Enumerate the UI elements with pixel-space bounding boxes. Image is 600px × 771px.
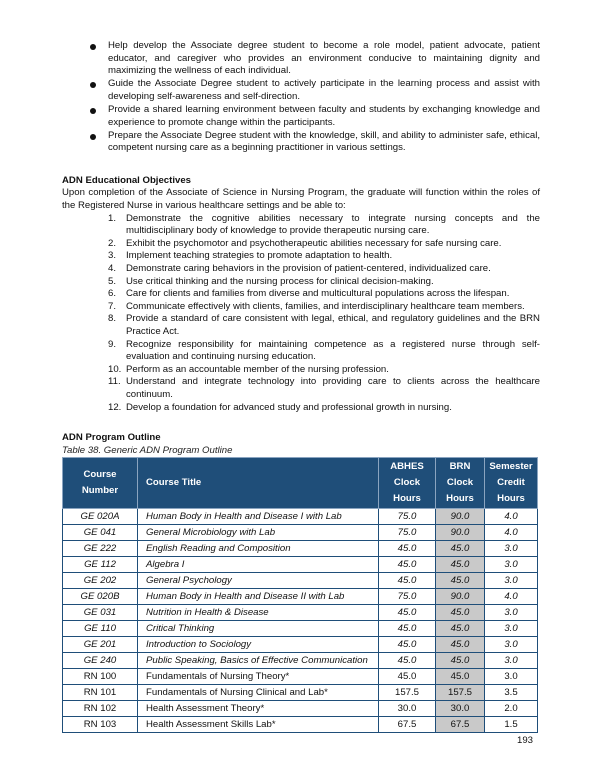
objective-text: Understand and integrate technology into providing care to clients across the healthcare continuum. — [126, 376, 540, 400]
table-row — [63, 685, 538, 701]
cell-abhes-hours: 45.0 — [379, 605, 436, 621]
document-page — [62, 40, 540, 733]
table-row — [63, 669, 538, 685]
cell-abhes-hours: 30.0 — [379, 701, 436, 717]
table-row — [63, 701, 538, 717]
header-abhes-hours: ABHES Clock Hours — [379, 458, 436, 509]
objective-item — [108, 263, 540, 276]
objective-text: Develop a foundation for advanced study and professional growth in nursing. — [126, 401, 452, 413]
objective-item — [108, 376, 540, 401]
cell-course-number: GE 020B — [63, 589, 138, 605]
header-course-number: Course Number — [63, 458, 138, 509]
objective-number: 2. — [108, 237, 117, 249]
cell-credit-hours: 3.0 — [485, 573, 538, 589]
objective-text: Communicate effectively with clients, families, and interdisciplinary healthcare team members. — [126, 300, 525, 312]
cell-course-number: GE 020A — [63, 509, 138, 525]
cell-abhes-hours: 75.0 — [379, 589, 436, 605]
objective-item — [108, 250, 540, 263]
bullet-icon — [90, 108, 96, 114]
cell-course-title: Introduction to Sociology — [138, 637, 379, 653]
cell-credit-hours: 3.0 — [485, 653, 538, 669]
table-row — [63, 557, 538, 573]
cell-course-title: General Microbiology with Lab — [138, 525, 379, 541]
table-row — [63, 541, 538, 557]
bullet-icon — [90, 44, 96, 50]
table-caption: Table 38. Generic ADN Program Outline — [62, 444, 233, 456]
objective-text: Provide a standard of care consistent with legal, ethical, and regulatory guidelines and the BRN Practice Act. — [126, 313, 540, 337]
cell-course-number: GE 031 — [63, 605, 138, 621]
cell-brn-hours: 45.0 — [436, 605, 485, 621]
cell-course-title: Public Speaking, Basics of Effective Communication — [138, 653, 379, 669]
objective-number: 11. — [108, 376, 121, 388]
objective-number: 12. — [108, 401, 122, 413]
cell-credit-hours: 3.0 — [485, 541, 538, 557]
cell-credit-hours: 3.0 — [485, 605, 538, 621]
cell-brn-hours: 45.0 — [436, 669, 485, 685]
bullet-item: Prepare the Associate Degree student with the knowledge, skill, and ability to administer safe, ethical, competent nursing care as a beginning practitioner in various settings. — [90, 130, 540, 155]
cell-course-number: GE 110 — [63, 621, 138, 637]
cell-abhes-hours: 75.0 — [379, 509, 436, 525]
cell-course-number: GE 222 — [63, 541, 138, 557]
cell-course-title: Critical Thinking — [138, 621, 379, 637]
cell-credit-hours: 3.0 — [485, 557, 538, 573]
table-row — [63, 621, 538, 637]
cell-course-title: Human Body in Health and Disease II with Lab — [138, 589, 379, 605]
cell-brn-hours: 30.0 — [436, 701, 485, 717]
goals-bullet-list — [62, 40, 540, 155]
cell-course-number: RN 101 — [63, 685, 138, 701]
cell-course-number: RN 100 — [63, 669, 138, 685]
bullet-item: Help develop the Associate degree student to become a role model, patient advocate, patient educator, and caregiver who provides an environment conducive to maintaining dignity and maximizing the wellness of each individual. — [90, 40, 540, 78]
objective-text: Implement teaching strategies to promote adaptation to health. — [126, 250, 393, 262]
objective-item — [108, 313, 540, 338]
objectives-heading: ADN Educational Objectives — [62, 174, 192, 186]
objective-item — [108, 301, 540, 314]
table-row — [63, 653, 538, 669]
objective-number: 4. — [108, 263, 117, 274]
cell-brn-hours: 45.0 — [436, 557, 485, 573]
cell-brn-hours: 90.0 — [436, 509, 485, 525]
cell-credit-hours: 3.0 — [485, 637, 538, 653]
cell-course-number: GE 112 — [63, 557, 138, 573]
cell-credit-hours: 3.5 — [485, 685, 538, 701]
table-row — [63, 589, 538, 605]
cell-course-title: General Psychology — [138, 573, 379, 589]
objective-number: 9. — [108, 338, 117, 350]
cell-brn-hours: 90.0 — [436, 589, 485, 605]
cell-course-number: GE 202 — [63, 573, 138, 589]
cell-abhes-hours: 75.0 — [379, 525, 436, 541]
cell-brn-hours: 45.0 — [436, 621, 485, 637]
cell-brn-hours: 45.0 — [436, 637, 485, 653]
cell-abhes-hours: 45.0 — [379, 541, 436, 557]
objective-number: 1. — [108, 212, 117, 224]
objective-item — [108, 213, 540, 238]
cell-course-title: Algebra I — [138, 557, 379, 573]
cell-brn-hours: 157.5 — [436, 685, 485, 701]
objective-text: Use critical thinking and the nursing process for clinical decision-making. — [126, 275, 434, 287]
program-outline-heading: ADN Program Outline — [62, 432, 161, 444]
cell-abhes-hours: 45.0 — [379, 557, 436, 573]
objective-text: Recognize responsibility for maintaining competence as a registered nurse through self-evaluation and continuing nursing education. — [126, 338, 540, 363]
table-header-row — [63, 458, 538, 509]
page-number: 193 — [517, 735, 534, 746]
cell-course-title: Fundamentals of Nursing Theory* — [138, 669, 379, 685]
objective-text: Care for clients and families from diverse and multicultural populations across the lifespan. — [126, 288, 510, 300]
objective-number: 6. — [108, 288, 117, 300]
cell-abhes-hours: 45.0 — [379, 621, 436, 637]
cell-abhes-hours: 67.5 — [379, 717, 436, 733]
bullet-icon — [90, 82, 96, 88]
cell-course-title: Human Body in Health and Disease I with Lab — [138, 509, 379, 525]
table-row — [63, 509, 538, 525]
bullet-item: Provide a shared learning environment between faculty and students by exchanging knowledge and experience to promote change within the participants. — [90, 104, 540, 129]
objective-text: Perform as an accountable member of the nursing profession. — [126, 363, 389, 375]
cell-course-title: Health Assessment Skills Lab* — [138, 717, 379, 733]
cell-credit-hours: 4.0 — [485, 589, 538, 605]
table-body — [63, 509, 538, 733]
cell-credit-hours: 3.0 — [485, 669, 538, 685]
objective-number: 10. — [108, 363, 122, 375]
objectives-list — [62, 213, 540, 415]
cell-course-number: GE 041 — [63, 525, 138, 541]
cell-course-number: RN 103 — [63, 717, 138, 733]
cell-course-number: GE 201 — [63, 637, 138, 653]
cell-credit-hours: 3.0 — [485, 621, 538, 637]
objective-text: Demonstrate caring behaviors in the provision of patient-centered, individualized care. — [126, 263, 491, 274]
table-row — [63, 525, 538, 541]
table-row — [63, 717, 538, 733]
cell-abhes-hours: 45.0 — [379, 637, 436, 653]
table-row — [63, 605, 538, 621]
cell-credit-hours: 4.0 — [485, 525, 538, 541]
table-row — [63, 573, 538, 589]
cell-course-title: Fundamentals of Nursing Clinical and Lab* — [138, 685, 379, 701]
cell-course-title: Nutrition in Health & Disease — [138, 605, 379, 621]
cell-abhes-hours: 45.0 — [379, 573, 436, 589]
cell-course-title: English Reading and Composition — [138, 541, 379, 557]
header-credit-hours: Semester Credit Hours — [485, 458, 538, 509]
objective-number: 5. — [108, 275, 117, 287]
bullet-icon — [90, 134, 96, 140]
header-course-title: Course Title — [138, 458, 379, 509]
objective-number: 7. — [108, 300, 117, 312]
objective-number: 8. — [108, 313, 117, 325]
bullet-item: Guide the Associate Degree student to actively participate in the learning process and assist with developing self-awareness and self-direction. — [90, 78, 540, 103]
header-brn-hours: BRN Clock Hours — [436, 458, 485, 509]
objective-item — [108, 238, 540, 251]
table-row — [63, 637, 538, 653]
program-outline-table — [62, 457, 538, 733]
cell-course-number: RN 102 — [63, 701, 138, 717]
cell-brn-hours: 45.0 — [436, 573, 485, 589]
cell-course-title: Health Assessment Theory* — [138, 701, 379, 717]
cell-brn-hours: 67.5 — [436, 717, 485, 733]
cell-credit-hours: 2.0 — [485, 701, 538, 717]
objective-item — [108, 288, 540, 301]
cell-abhes-hours: 45.0 — [379, 669, 436, 685]
cell-abhes-hours: 45.0 — [379, 653, 436, 669]
objective-text: Demonstrate the cognitive abilities necessary to integrate nursing concepts and the multidisciplinary body of knowledge to provide therapeutic nursing care. — [126, 212, 540, 237]
cell-brn-hours: 45.0 — [436, 541, 485, 557]
objectives-intro: Upon completion of the Associate of Science in Nursing Program, the graduate will function within the roles of the Registered Nurse in various healthcare settings and be able to: — [62, 187, 540, 212]
objective-text: Exhibit the psychomotor and psychotherapeutic abilities necessary for safe nursing care. — [126, 237, 502, 249]
objective-item — [108, 276, 540, 289]
cell-brn-hours: 90.0 — [436, 525, 485, 541]
cell-abhes-hours: 157.5 — [379, 685, 436, 701]
objective-item — [108, 339, 540, 364]
objective-number: 3. — [108, 250, 117, 262]
cell-credit-hours: 4.0 — [485, 509, 538, 525]
cell-credit-hours: 1.5 — [485, 717, 538, 733]
objective-item — [108, 364, 540, 377]
cell-brn-hours: 45.0 — [436, 653, 485, 669]
objective-item — [108, 402, 540, 415]
cell-course-number: GE 240 — [63, 653, 138, 669]
